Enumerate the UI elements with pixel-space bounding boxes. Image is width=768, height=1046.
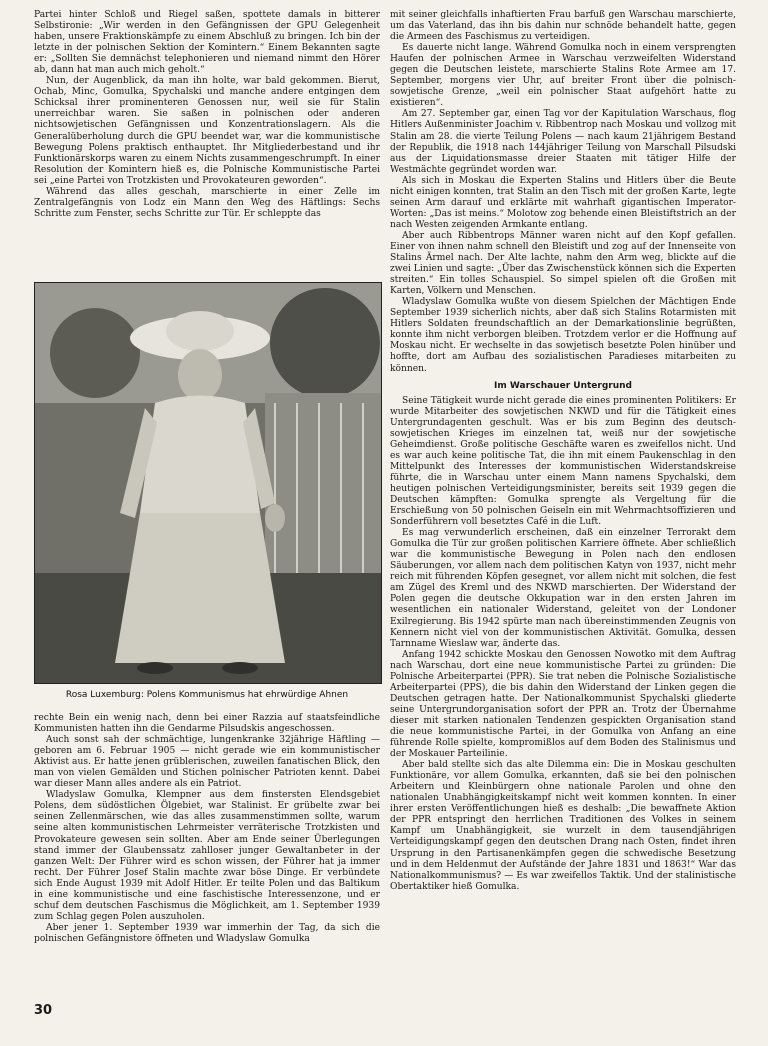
paragraph: Wladyslaw Gomulka wußte von diesem Spielchen der Mächtigen Ende September 1939 sicherlich nichts, aber daß sich Stalins Rotarmisten mit Hitlers Soldaten freundschaftlich an der Demarkationslinie begrüßten, konnte ihm nicht verborgen bleiben. Trotzdem verlor er die Hoffnung auf Moskau nicht. Er wechselte in das sowjetisch besetzte Polen hinüber und hoffte, dort am Aufbau des sozialistischen Paradieses mitarbeiten zu können. xyxy=(390,297,736,374)
paragraph: Es mag verwunderlich erscheinen, daß ein einzelner Terrorakt dem Gomulka die Tür zur großen politischen Karriere öffnete. Aber schließlich war die kommunistische Bewegung in Polen nach den endlosen Säuberungen, vor allem nach dem politischen Katyn von 1937, nicht mehr reich mit führenden Köpfen gesegnet, vor allem nicht mit solchen, die fest am Zügel des Kreml und des NKWD marschierten. Der Widerstand der Polen gegen die deutsche Okkupation war in den ersten Jahren im wesentlichen ein nationaler Widerstand, geleitet von der Londoner Exilregierung. Bis 1942 spürte man nach übereinstimmenden Zeugnis von Kennern nicht viel von der kommunistischen Aktivität. Gomulka, dessen Tarnname Wieslaw war, änderte das. xyxy=(390,528,736,649)
paragraph: rechte Bein ein wenig nach, denn bei einer Razzia auf staatsfeindliche Kommunisten hatten ihn die Gendarme Pilsudskis angeschossen. xyxy=(34,713,380,735)
paragraph: Anfang 1942 schickte Moskau den Genossen Nowotko mit dem Auftrag nach Warschau, dort eine neue kommunistische Partei zu gründen: Die Polnische Arbeiterpartei (PPR). Sie trat neben die Polnische Sozialistische Arbeiterpartei (PPS), die bis dahin den Widerstand der Linken gegen die Deutschen getragen hatte. Der Nationalkommunist Spychalski gliederte seine Untergrundorganisation sofort der PPR an. Trotz der Übernahme dieser mit starken nationalen Tendenzen gespickten Organisation stand die neue kommunistische Partei, in der Gomulka von Anfang an eine führende Rolle spielte, kompromißlos auf dem Boden des Stalinismus und der Moskauer Parteilinie. xyxy=(390,649,736,760)
paragraph: Am 27. September gar, einen Tag vor der Kapitulation Warschaus, flog Hitlers Außenminister Joachim v. Ribbentrop nach Moskau und vollzog mit Stalin am 28. die vierte Teilung Polens — nach kaum 21jährigem Bestand der Republik, die 1918 nach 144jähriger Teilung von Marschall Pilsudski aus der Liquidationsmasse dreier Staaten mit tätiger Hilfe der Westmächte gegründet worden war. xyxy=(390,109,736,175)
page-number: 30 xyxy=(34,1003,53,1018)
paragraph: Nun, der Augenblick, da man ihn holte, war bald gekommen. Bierut, Ochab, Minc, Gomulka, Spychalski und manche andere entgingen dem Schicksal ihrer prominenteren Genossen nur, weil sie für Stalin unerreichbar waren. Sie saßen in polnischen oder anderen nichtsowjetischen Gefängnissen und Konzentrationslagern. Als die Generalüberholung durch die GPU beendet war, war die kommunistische Bewegung Polens praktisch enthauptet. Ihr Mitgliederbestand und ihr Funktionärskorps waren zu einem Nichts zusammengeschrumpft. In einer Resolution der Komintern hieß es, die Polnische Kommunistische Partei sei „eine Partei von Trotzkisten und Provokateuren geworden“. xyxy=(34,76,380,186)
paragraph: Seine Tätigkeit wurde nicht gerade die eines prominenten Politikers: Er wurde Mitarbeiter des sowjetischen NKWD und für die Tätigkeit eines Untergrundagenten geschult. Was er bis zum Beginn des deutsch-sowjetischen Krieges im einzelnen tat, weiß nur der sowjetische Geheimdienst. Große politische Geschäfte waren es zweifellos nicht. Und es war auch keine politische Tat, die ihn mit einem Paukenschlag in den Mittelpunkt des Interesses der kommunistischen Widerstandskreise führte, die in Warschau unter einem Mann namens Spychalski, dem heutigen polnischen Verteidigungsminister, bereits seit 1939 gegen die Deutschen kämpften: Gomulka sprengte als Vergeltung für die Erschießung von 50 polnischen Geiseln ein mit Wehrmachtsoffizieren und Sonderführern voll besetztes Café in die Luft. xyxy=(390,395,736,528)
left-column-top xyxy=(34,10,380,220)
section-subheading: Im Warschauer Untergrund xyxy=(494,380,632,391)
paragraph: Während das alles geschah, marschierte in einer Zelle im Zentralgefängnis von Lodz ein Mann den Weg des Häftlings: Sechs Schritte zum Fenster, sechs Schritte zur Tür. Er schleppte das xyxy=(34,186,380,219)
paragraph: Als sich in Moskau die Experten Stalins und Hitlers über die Beute nicht einigen konnten, trat Stalin an den Tisch mit der großen Karte, legte seinen Arm darauf und erklärte mit wahrhaft gigantischen Imperator-Worten: „Das ist meins.“ Molotow zog behende einen Bleistiftstrich an der nach Westen zeigenden Armkante entlang. xyxy=(390,175,736,230)
paragraph: Wladyslaw Gomulka, Klempner aus dem finstersten Elendsgebiet Polens, dem südöstlichen Ölgebiet, war Stalinist. Er grübelte zwar bei seinen Zellenmärschen, wie das alles zusammenstimmen sollte, warum seine alten kommunistischen Lehrmeister verräterische Trotzkisten und Provokateure gewesen sein sollten. Aber am Ende seiner Überlegungen stand immer der Glaubenssatz zahlloser junger Gewaltanbeter in der ganzen Welt: Der Führer wird es schon wissen, der Führer hat ja immer recht. Der Führer Josef Stalin machte zwar böse Dinge. Er verbündete sich Ende August 1939 mit Adolf Hitler. Er teilte Polen und das Baltikum in eine kommunistische und eine faschistische Interessenzone, und er schuf dem deutschen Faschismus die Möglichkeit, am 1. September 1939 zum Schlag gegen Polen auszuholen. xyxy=(34,790,380,922)
photo-rosa-luxemburg xyxy=(34,282,382,684)
paragraph: Aber jener 1. September 1939 war immerhin der Tag, da sich die polnischen Gefängnistore öffneten und Wladyslaw Gomulka xyxy=(34,922,380,944)
left-column-bottom xyxy=(34,713,380,945)
photo-caption: Rosa Luxemburg: Polens Kommunismus hat ehrwürdige Ahnen xyxy=(65,690,349,700)
paragraph: Partei hinter Schloß und Riegel saßen, spottete damals in bitterer Selbstironie: „Wir werden in den Gefängnissen der GPU Gelegenheit haben, unsere Fraktionskämpfe zu einem Abschluß zu bringen. Ich bin der letzte in der polnischen Sektion der Komintern.“ Einem Bekannten sagte er: „Sollten Sie demnächst telephonieren und niemand nimmt den Hörer ab, dann hat man auch mich geholt.“ xyxy=(34,10,380,76)
magazine-page xyxy=(34,10,736,1030)
paragraph: mit seiner gleichfalls inhaftierten Frau barfuß gen Warschau marschierte, um das Vaterland, das ihn bis dahin nur schnöde behandelt hatte, gegen die Armeen des Faschismus zu verteidigen. xyxy=(390,10,736,43)
right-column xyxy=(390,10,736,893)
paragraph: Es dauerte nicht lange. Während Gomulka noch in einem versprengten Haufen der polnischen Armee in Warschau verzweifelten Widerstand gegen die Deutschen leistete, marschierte Stalins Rote Armee am 17. September, morgens vier Uhr, auf breiter Front über die polnisch-sowjetische Grenze, „weil ein polnischer Staat aufgehört hatte zu existieren“. xyxy=(390,43,736,109)
paragraph: Aber bald stellte sich das alte Dilemma ein: Die in Moskau geschulten Funktionäre, vor allem Gomulka, erkannten, daß sie bei den polnischen Arbeitern und Kleinbürgern ohne nationale Parolen und ohne den nationalen Unabhängigkeitskampf nicht weit kommen konnten. In einer ihrer ersten Veröffentlichungen hieß es deshalb: „Die bewaffnete Aktion der PPR entspringt den herrlichen Traditionen des Volkes in seinem Kampf um Unabhängigkeit, sie wurzelt in dem tausendjährigen Verteidigungskampf gegen den deutschen Drang nach Osten, findet ihren Ursprung in den Partisanenkämpfen gegen die schwedische Besetzung und in dem Heldenmut der Aufstände der Jahre 1831 und 1863!“ War das Nationalkommunismus? — Es war zweifellos Taktik. Und der stalinistische Obertaktiker hieß Gomulka. xyxy=(390,760,736,892)
paragraph: Aber auch Ribbentrops Männer waren nicht auf den Kopf gefallen. Einer von ihnen nahm schnell den Bleistift und zog auf der Innenseite von Stalins Ärmel nach. Der Alte lachte, nahm den Arm weg, blickte auf die zwei Linien und sagte: „Über das Zwischenstück können sich die Experten streiten.“ Ein tolles Schauspiel. So simpel spielen oft die Großen mit Karten, Völkern und Menschen. xyxy=(390,230,736,297)
paragraph: Auch sonst sah der schmächtige, lungenkranke 32jährige Häftling — geboren am 6. Februar 1905 — nicht gerade wie ein kommunistischer Aktivist aus. Er hatte jenen grüblerischen, zuweilen fanatischen Blick, den man von vielen Gemälden und Stichen polnischer Patrioten kennt. Dabei war dieser Mann alles andere als ein Patriot. xyxy=(34,735,380,790)
